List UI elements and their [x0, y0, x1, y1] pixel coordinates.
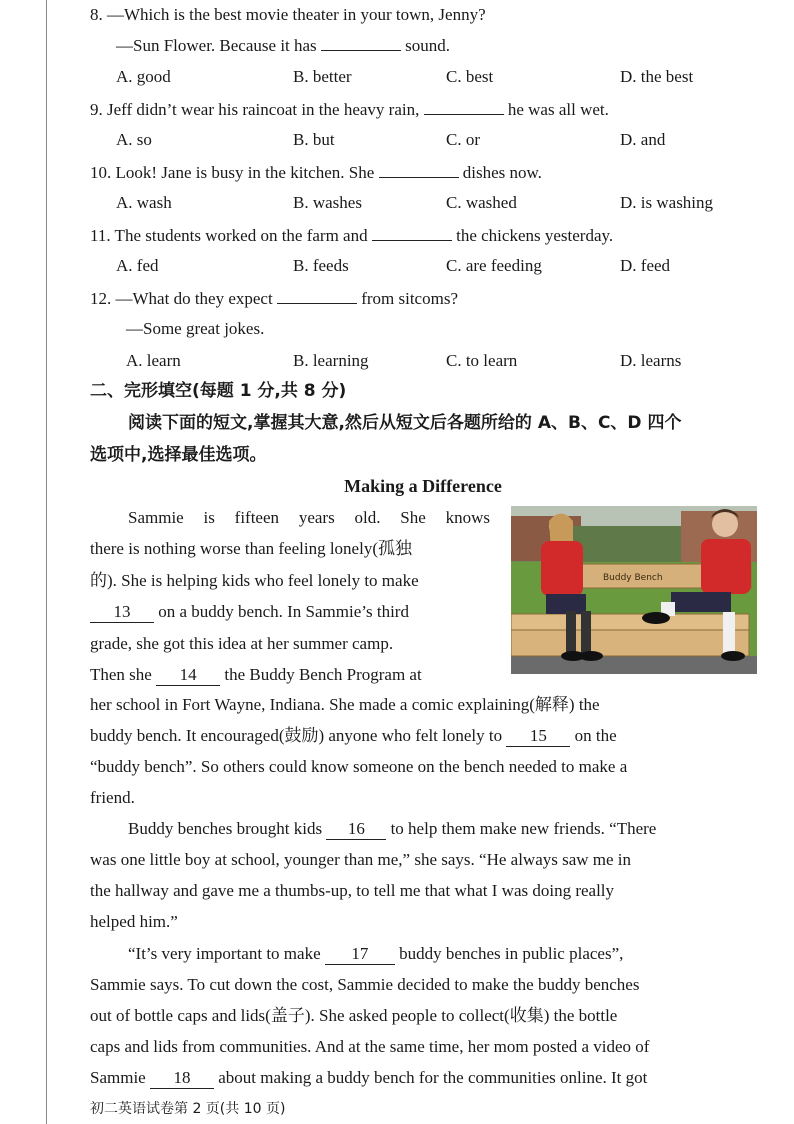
blank-14[interactable]: 14: [156, 665, 220, 686]
paragraph-1-line-4: [90, 601, 409, 623]
paragraph-1-line-6-start: Then she: [90, 665, 152, 684]
word: She: [400, 508, 426, 527]
option-b: B. feeds: [293, 256, 349, 275]
question-9-end: he was all wet.: [507, 100, 609, 119]
paragraph-1-line-9: “buddy bench”. So others could know someone on the bench needed to make a: [90, 757, 628, 776]
word: old.: [354, 508, 381, 527]
option-c: C. best: [446, 67, 494, 86]
question-12-text: 12. —What do they expect: [90, 289, 273, 308]
paragraph-3-line-3: out of bottle caps and lids(盖子). She asked people to collect(收集) the bottle: [90, 1006, 618, 1025]
paragraph-1-line-8-start: buddy bench. It encouraged(鼓励) anyone who felt lonely to: [90, 726, 503, 745]
option-a: A. learn: [126, 351, 181, 370]
question-11-end: the chickens yesterday.: [456, 226, 614, 245]
option-b: B. but: [293, 130, 335, 149]
blank-18[interactable]: 18: [150, 1068, 214, 1089]
option-c: C. are feeding: [446, 256, 542, 275]
option-a: A. fed: [116, 256, 159, 275]
buddy-bench-photo: [511, 506, 757, 674]
bench-sign-text: Buddy Bench: [603, 573, 663, 583]
answer-blank[interactable]: [277, 287, 357, 304]
word: fifteen: [234, 508, 280, 527]
paragraph-3-line-2: Sammie says. To cut down the cost, Sammie decided to make the buddy benches: [90, 975, 640, 994]
answer-blank[interactable]: [424, 98, 504, 115]
option-a: A. good: [116, 67, 171, 86]
paragraph-2-line-1-end: to help them make new friends. “There: [390, 819, 657, 838]
paragraph-3-line-4: caps and lids from communities. And at the same time, her mom posted a video of: [90, 1037, 650, 1056]
question-11-text: 11. The students worked on the farm and: [90, 226, 368, 245]
answer-blank[interactable]: [379, 161, 459, 178]
blank-13[interactable]: 13: [90, 602, 154, 623]
question-11-stem: [90, 224, 613, 247]
paragraph-2-line-4: helped him.”: [90, 912, 178, 931]
word: years: [298, 508, 335, 527]
word: knows: [445, 508, 490, 527]
option-d: D. the best: [620, 67, 694, 86]
paragraph-1-line-6: [90, 664, 422, 686]
instruction-line-2: 选项中,选择最佳选项。: [90, 445, 267, 465]
option-b: B. better: [293, 67, 352, 86]
paragraph-2-line-1: [128, 818, 656, 840]
photo-illustration: [511, 506, 757, 674]
instruction-line-1: 阅读下面的短文,掌握其大意,然后从短文后各题所给的 A、B、C、D 四个: [128, 413, 682, 433]
paragraph-3-line-1-start: “It’s very important to make: [128, 944, 321, 963]
option-d: D. is washing: [620, 193, 714, 212]
paragraph-1-line-4-text: on a buddy bench. In Sammie’s third: [158, 602, 409, 621]
word: Sammie: [128, 508, 184, 527]
word: is: [203, 508, 215, 527]
question-8-reply-end: sound.: [405, 36, 451, 55]
blank-15[interactable]: 15: [506, 726, 570, 747]
question-10-stem: [90, 161, 542, 184]
question-8-reply: [116, 34, 450, 57]
paragraph-3-line-5: [90, 1067, 647, 1089]
paragraph-3-line-1: [128, 943, 623, 965]
paragraph-1-line-5: grade, she got this idea at her summer camp.: [90, 634, 394, 653]
section-heading: 二、完形填空(每题 1 分,共 8 分): [90, 381, 347, 401]
paragraph-3-line-5-end: about making a buddy bench for the communities online. It got: [218, 1068, 648, 1087]
option-d: D. learns: [620, 351, 682, 370]
paragraph-1-line-2: there is nothing worse than feeling lonely(孤独: [90, 539, 412, 558]
question-10-text: 10. Look! Jane is busy in the kitchen. She: [90, 163, 375, 182]
option-d: D. and: [620, 130, 666, 149]
question-10-end: dishes now.: [462, 163, 542, 182]
option-c: C. washed: [446, 193, 517, 212]
question-12-stem: [90, 287, 458, 310]
question-12-reply: —Some great jokes.: [126, 319, 265, 338]
answer-blank[interactable]: [321, 34, 401, 51]
paragraph-1-line-1: [128, 507, 490, 529]
paragraph-1-line-3: 的). She is helping kids who feel lonely to make: [90, 571, 419, 590]
question-9-stem: [90, 98, 609, 121]
question-8-stem: 8. —Which is the best movie theater in your town, Jenny?: [90, 5, 486, 24]
page-footer: 初二英语试卷第 2 页(共 10 页): [90, 1101, 286, 1117]
paragraph-1-line-8: [90, 725, 617, 747]
paragraph-2-line-2: was one little boy at school, younger than me,” she says. “He always saw me in: [90, 850, 632, 869]
paragraph-1-line-7: her school in Fort Wayne, Indiana. She made a comic explaining(解释) the: [90, 695, 600, 714]
paragraph-3-line-5-start: Sammie: [90, 1068, 146, 1087]
paragraph-2-line-3: the hallway and gave me a thumbs-up, to tell me that what I was doing really: [90, 881, 615, 900]
option-c: C. to learn: [446, 351, 518, 370]
question-9-text: 9. Jeff didn’t wear his raincoat in the heavy rain,: [90, 100, 420, 119]
paragraph-1-line-8-end: on the: [574, 726, 617, 745]
option-b: B. learning: [293, 351, 369, 370]
paragraph-2-line-1-start: Buddy benches brought kids: [128, 819, 323, 838]
question-12-end: from sitcoms?: [361, 289, 458, 308]
passage-title: Making a Difference: [344, 476, 502, 496]
option-b: B. washes: [293, 193, 362, 212]
paragraph-1-line-6-end: the Buddy Bench Program at: [224, 665, 422, 684]
blank-16[interactable]: 16: [326, 819, 386, 840]
option-a: A. so: [116, 130, 152, 149]
blank-17[interactable]: 17: [325, 944, 395, 965]
paragraph-3-line-1-end: buddy benches in public places”,: [399, 944, 624, 963]
page-margin-line: [46, 0, 47, 1124]
option-c: C. or: [446, 130, 480, 149]
question-8-reply-text: —Sun Flower. Because it has: [116, 36, 317, 55]
answer-blank[interactable]: [372, 224, 452, 241]
option-a: A. wash: [116, 193, 172, 212]
paragraph-1-line-10: friend.: [90, 788, 135, 807]
option-d: D. feed: [620, 256, 671, 275]
